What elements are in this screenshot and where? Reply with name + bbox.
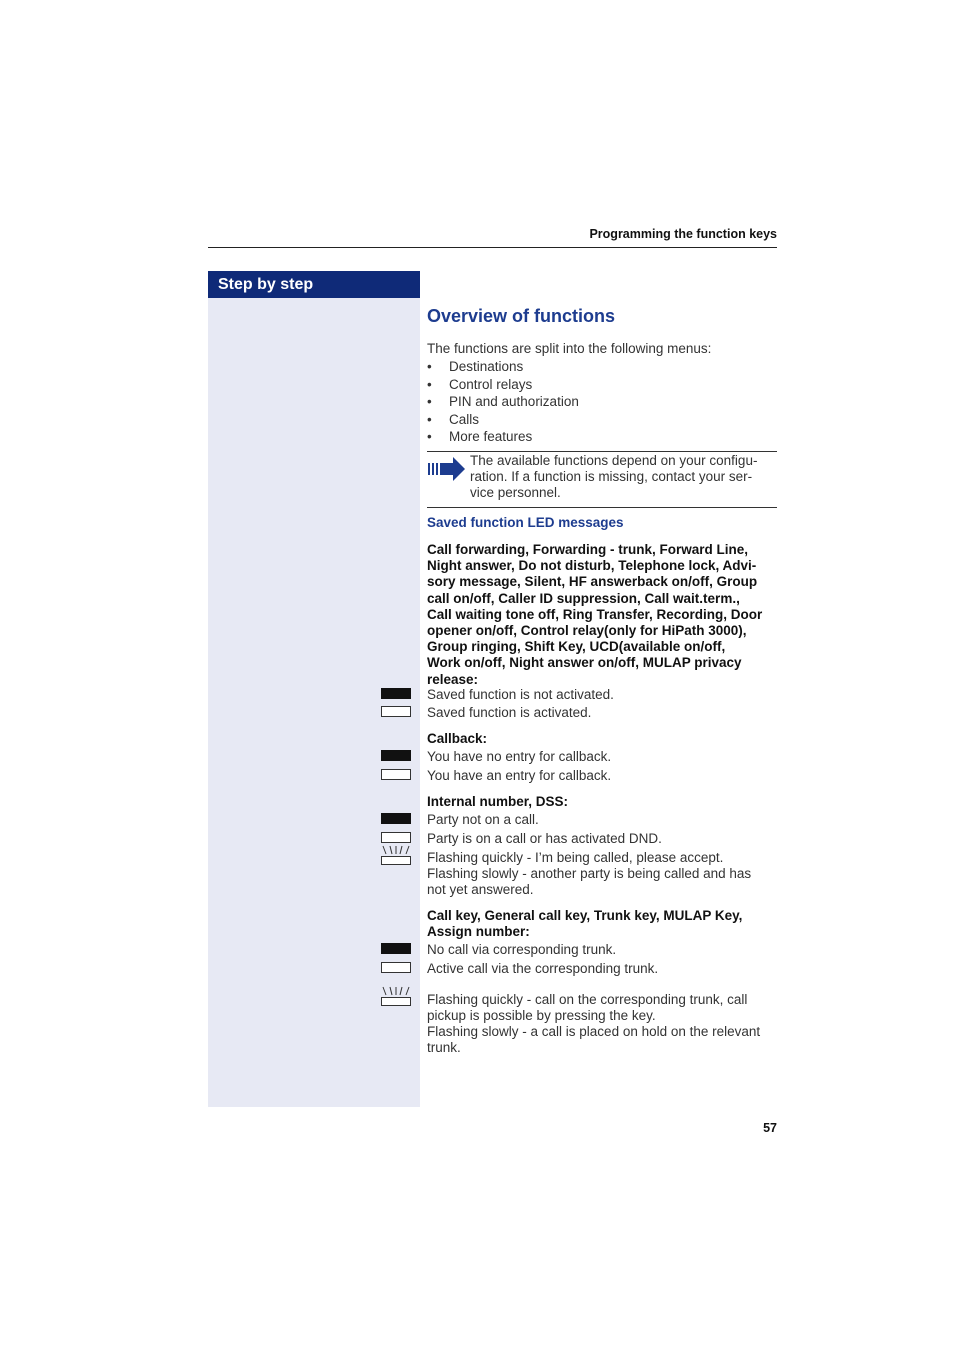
subsection-title: Saved function LED messages [427, 515, 624, 530]
list-item: • Calls [427, 412, 480, 427]
led-description: Party is on a call or has activated DND. [427, 831, 662, 846]
led-off-icon [381, 688, 411, 699]
list-item: • More features [427, 429, 533, 444]
running-header: Programming the function keys [589, 227, 777, 241]
note-arrow-icon [427, 456, 467, 482]
group1-heading: Call forwarding, Forwarding - trunk, Forward Line, Night answer, Do not disturb, Telephone lock, Advi- sory message, Silent, HF answerback on/off, Group call on/off, Caller ID suppression, Call wait.term., Call waiting tone off, Ring Transfer, Recording, Door opener on/off, Control relay(only for HiPath 3000), Group ringing, Shift Key, UCD(available on/off, Work on/off, Night answer on/off, MULAP privacy release: [427, 542, 763, 687]
note-top-rule [427, 451, 777, 452]
group3-heading: Internal number, DSS: [427, 794, 569, 809]
led-description: Saved function is activated. [427, 705, 592, 720]
flashing-rays-icon [381, 986, 411, 997]
led-description: No call via corresponding trunk. [427, 942, 617, 957]
page-number: 57 [763, 1121, 777, 1135]
led-on-icon [381, 706, 411, 717]
led-on-icon [381, 832, 411, 843]
led-description: Flashing quickly - call on the corresponding trunk, call pickup is possible by pressing the key. Flashing slowly - a call is placed on hold on the relevant trunk. [427, 992, 761, 1055]
list-item: • PIN and authorization [427, 394, 579, 409]
led-description: Flashing quickly - I’m being called, please accept. Flashing slowly - another party is being called and has not yet answered. [427, 850, 752, 897]
list-item: • Destinations [427, 359, 524, 374]
sidebar-title: Step by step [208, 271, 420, 298]
group4-heading: Call key, General call key, Trunk key, MULAP Key, Assign number: [427, 908, 743, 940]
note-bottom-rule [427, 507, 777, 508]
header-rule [208, 247, 777, 248]
led-off-icon [381, 943, 411, 954]
led-description: You have no entry for callback. [427, 749, 612, 764]
intro-text: The functions are split into the following menus: [427, 341, 712, 356]
section-title: Overview of functions [427, 306, 616, 326]
note-text: The available functions depend on your configu- ration. If a function is missing, contact your ser- vice personnel. [470, 453, 758, 500]
led-description: Saved function is not activated. [427, 687, 614, 702]
led-off-icon [381, 813, 411, 824]
flashing-rays-icon [381, 845, 411, 856]
led-flashing-icon [381, 997, 411, 1006]
led-description: You have an entry for callback. [427, 768, 612, 783]
led-flashing-icon [381, 856, 411, 865]
led-description: Active call via the corresponding trunk. [427, 961, 659, 976]
led-off-icon [381, 750, 411, 761]
group2-heading: Callback: [427, 731, 488, 746]
list-item: • Control relays [427, 377, 533, 392]
led-on-icon [381, 962, 411, 973]
led-on-icon [381, 769, 411, 780]
led-description: Party not on a call. [427, 812, 539, 827]
